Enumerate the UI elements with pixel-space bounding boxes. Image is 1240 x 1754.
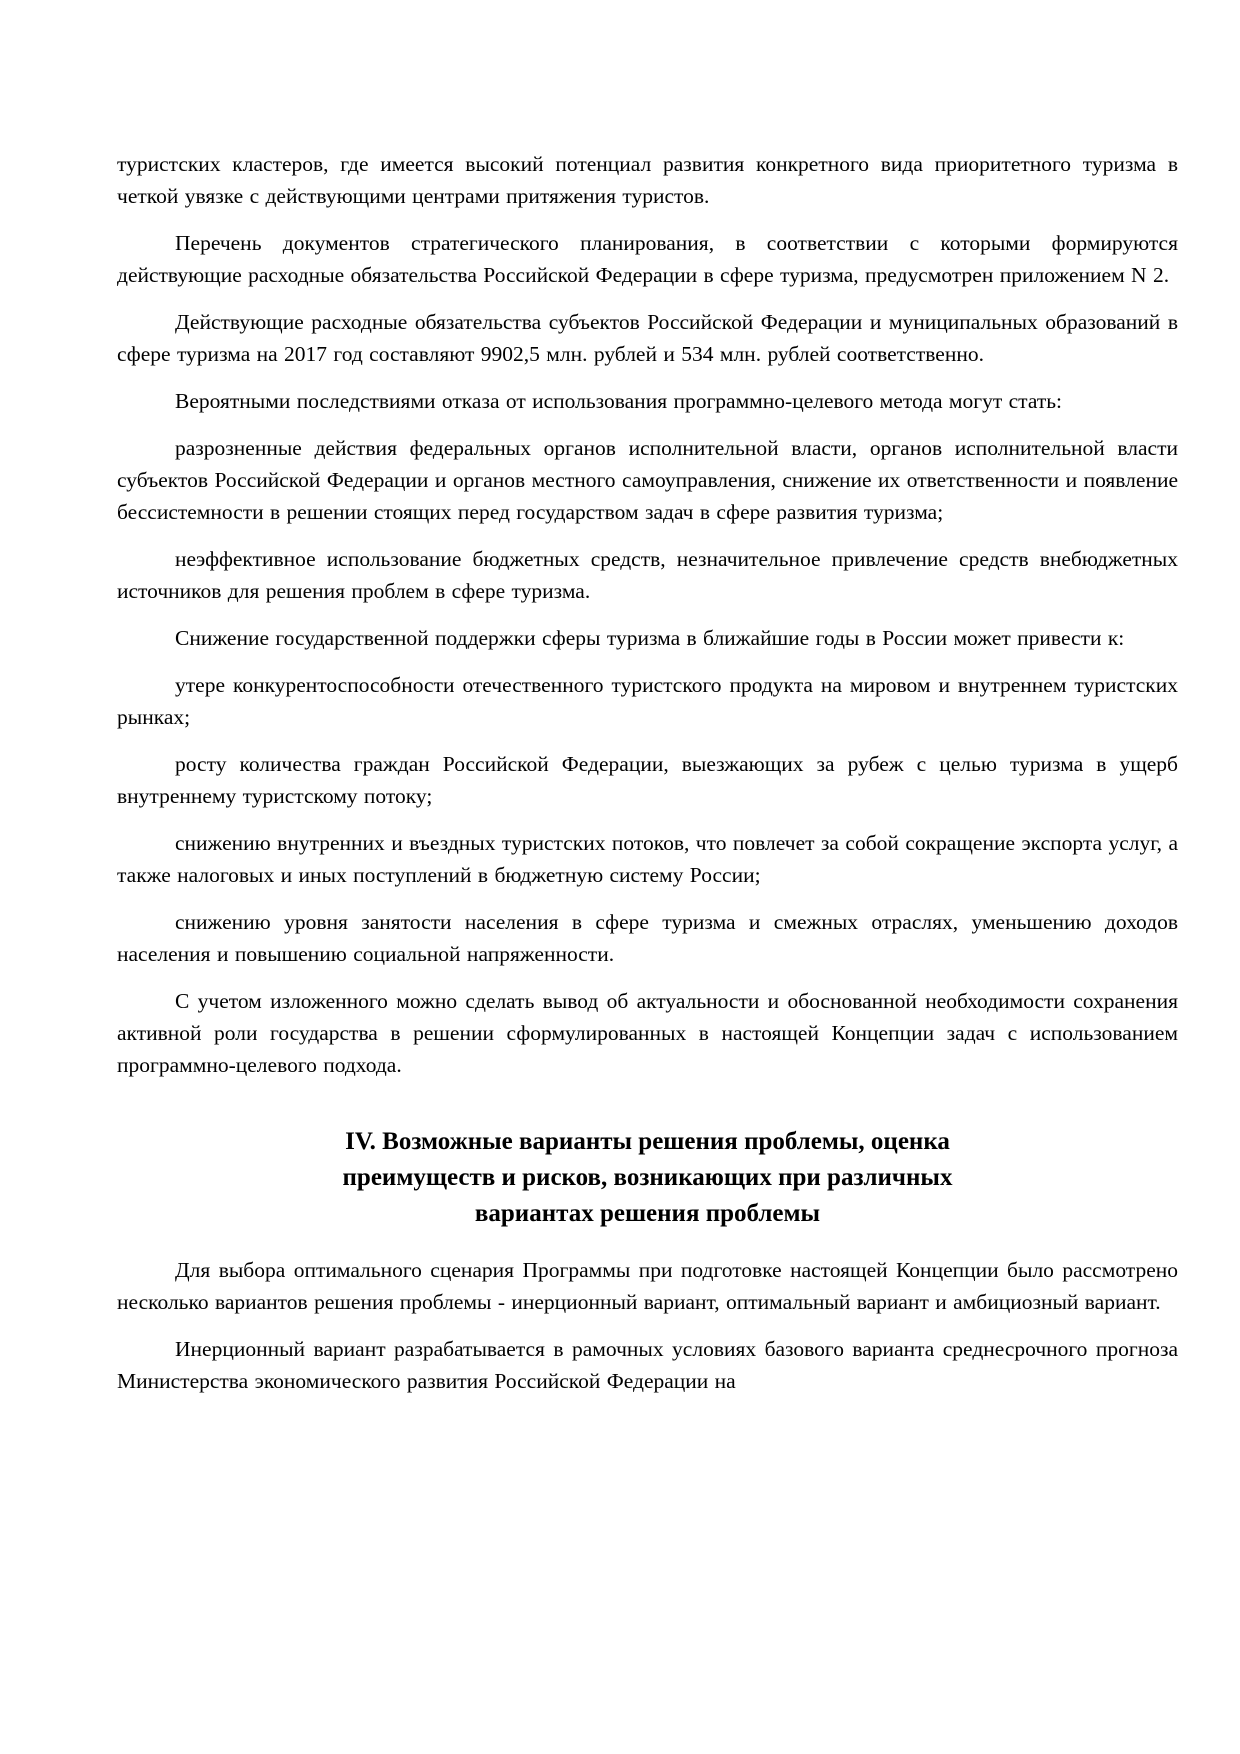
section-heading-line: вариантах решения проблемы: [474, 1200, 821, 1227]
section-heading-line: IV. Возможные варианты решения проблемы, оценка: [345, 1128, 950, 1155]
paragraph: неэффективное использование бюджетных средств, незначительное привлечение средств внебюджетных источников для решения проблем в сфере туризма.: [117, 547, 1178, 603]
paragraph: С учетом изложенного можно сделать вывод об актуальности и обоснованной необходимости сохранения активной роли государства в решении сформулированных в настоящей Концепции задач с использованием программно-целевого подхода.: [117, 989, 1178, 1077]
paragraph: разрозненные действия федеральных органов исполнительной власти, органов исполнительной власти субъектов Российской Федерации и органов местного самоуправления, снижение их ответственности и появление бессистемности в решении стоящих перед государством задач в сфере развития туризма;: [117, 436, 1178, 524]
paragraph: снижению уровня занятости населения в сфере туризма и смежных отраслях, уменьшению доходов населения и повышению социальной напряженности.: [117, 910, 1178, 966]
paragraph: Для выбора оптимального сценария Программы при подготовке настоящей Концепции было рассмотрено несколько вариантов решения проблемы - инерционный вариант, оптимальный вариант и амбициозный вариант.: [117, 1258, 1178, 1314]
paragraph: утере конкурентоспособности отечественного туристского продукта на мировом и внутреннем туристских рынках;: [117, 673, 1178, 729]
paragraph: Вероятными последствиями отказа от использования программно-целевого метода могут стать:: [175, 389, 1062, 413]
section-heading: [117, 1124, 1178, 1232]
section-heading-line: преимуществ и рисков, возникающих при различных: [342, 1164, 953, 1191]
paragraph: снижению внутренних и въездных туристских потоков, что повлечет за собой сокращение экспорта услуг, а также налоговых и иных поступлений в бюджетную систему России;: [117, 831, 1178, 887]
paragraph: Снижение государственной поддержки сферы туризма в ближайшие годы в России может привести к:: [175, 626, 1125, 650]
paragraph: Инерционный вариант разрабатывается в рамочных условиях базового варианта среднесрочного прогноза Министерства экономического развития Российской Федерации на: [117, 1337, 1178, 1393]
paragraph: росту количества граждан Российской Федерации, выезжающих за рубеж с целью туризма в ущерб внутреннему туристскому потоку;: [117, 752, 1178, 808]
paragraph: туристских кластеров, где имеется высокий потенциал развития конкретного вида приоритетного туризма в четкой увязке с действующими центрами притяжения туристов.: [117, 152, 1178, 208]
paragraph: Действующие расходные обязательства субъектов Российской Федерации и муниципальных образований в сфере туризма на 2017 год составляют 9902,5 млн. рублей и 534 млн. рублей соответственно.: [117, 310, 1178, 366]
paragraph: Перечень документов стратегического планирования, в соответствии с которыми формируются действующие расходные обязательства Российской Федерации в сфере туризма, предусмотрен приложением N 2.: [117, 231, 1178, 287]
